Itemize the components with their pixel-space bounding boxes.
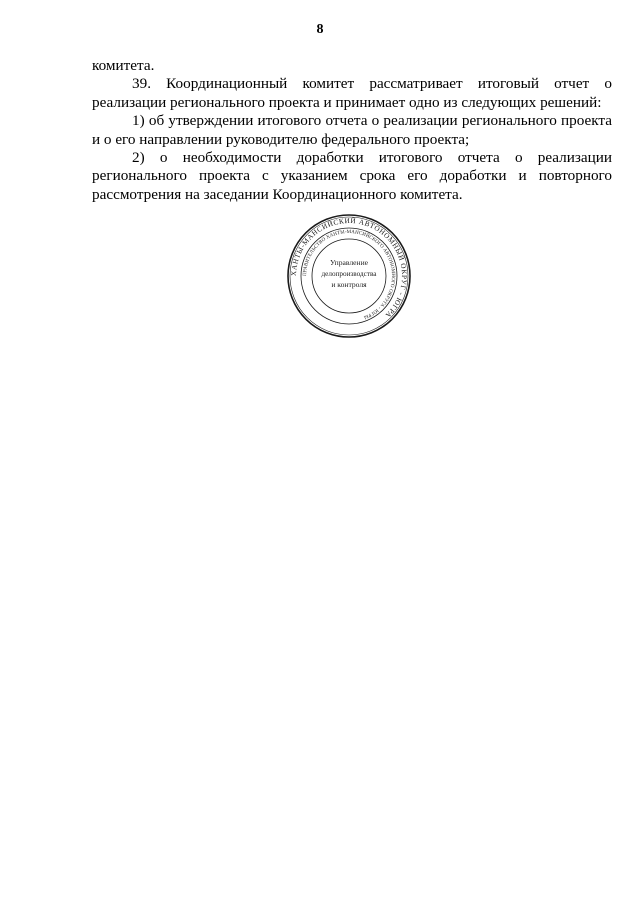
seal-center-line-3: и контроля (331, 280, 367, 289)
paragraph-item-39: 39. Координационный комитет рассматривает итоговый отчет о реализации регионального проекта и принимает одно из следующих решений: (92, 75, 612, 111)
paragraph-continuation: комитета. (92, 57, 155, 74)
seal-inner-ring-text: ПРАВИТЕЛЬСТВО ХАНТЫ-МАНСИЙСКОГО АВТОНОМНОГО ОКРУГА - ЮГРЫ (302, 229, 396, 320)
official-seal (286, 213, 412, 339)
seal-center-line-1: Управление (329, 258, 369, 267)
paragraph-decision-2: 2) о необходимости доработки итогового отчета о реализации регионального проекта с указанием срока его доработки и повторного рассмотрения на заседании Координационного комитета. (92, 149, 612, 203)
document-body (92, 57, 612, 204)
seal-outer-ring-text: ХАНТЫ-МАНСИЙСКИЙ АВТОНОМНЫЙ ОКРУГ - ЮГРА (289, 216, 409, 320)
seal-center-line-2: делопроизводства (321, 270, 377, 278)
seal-graphic (286, 213, 412, 339)
page-number: 8 (316, 22, 324, 37)
paragraph-decision-1: 1) об утверждении итогового отчета о реализации регионального проекта и о его направлении руководителю федерального проекта; (92, 112, 612, 148)
